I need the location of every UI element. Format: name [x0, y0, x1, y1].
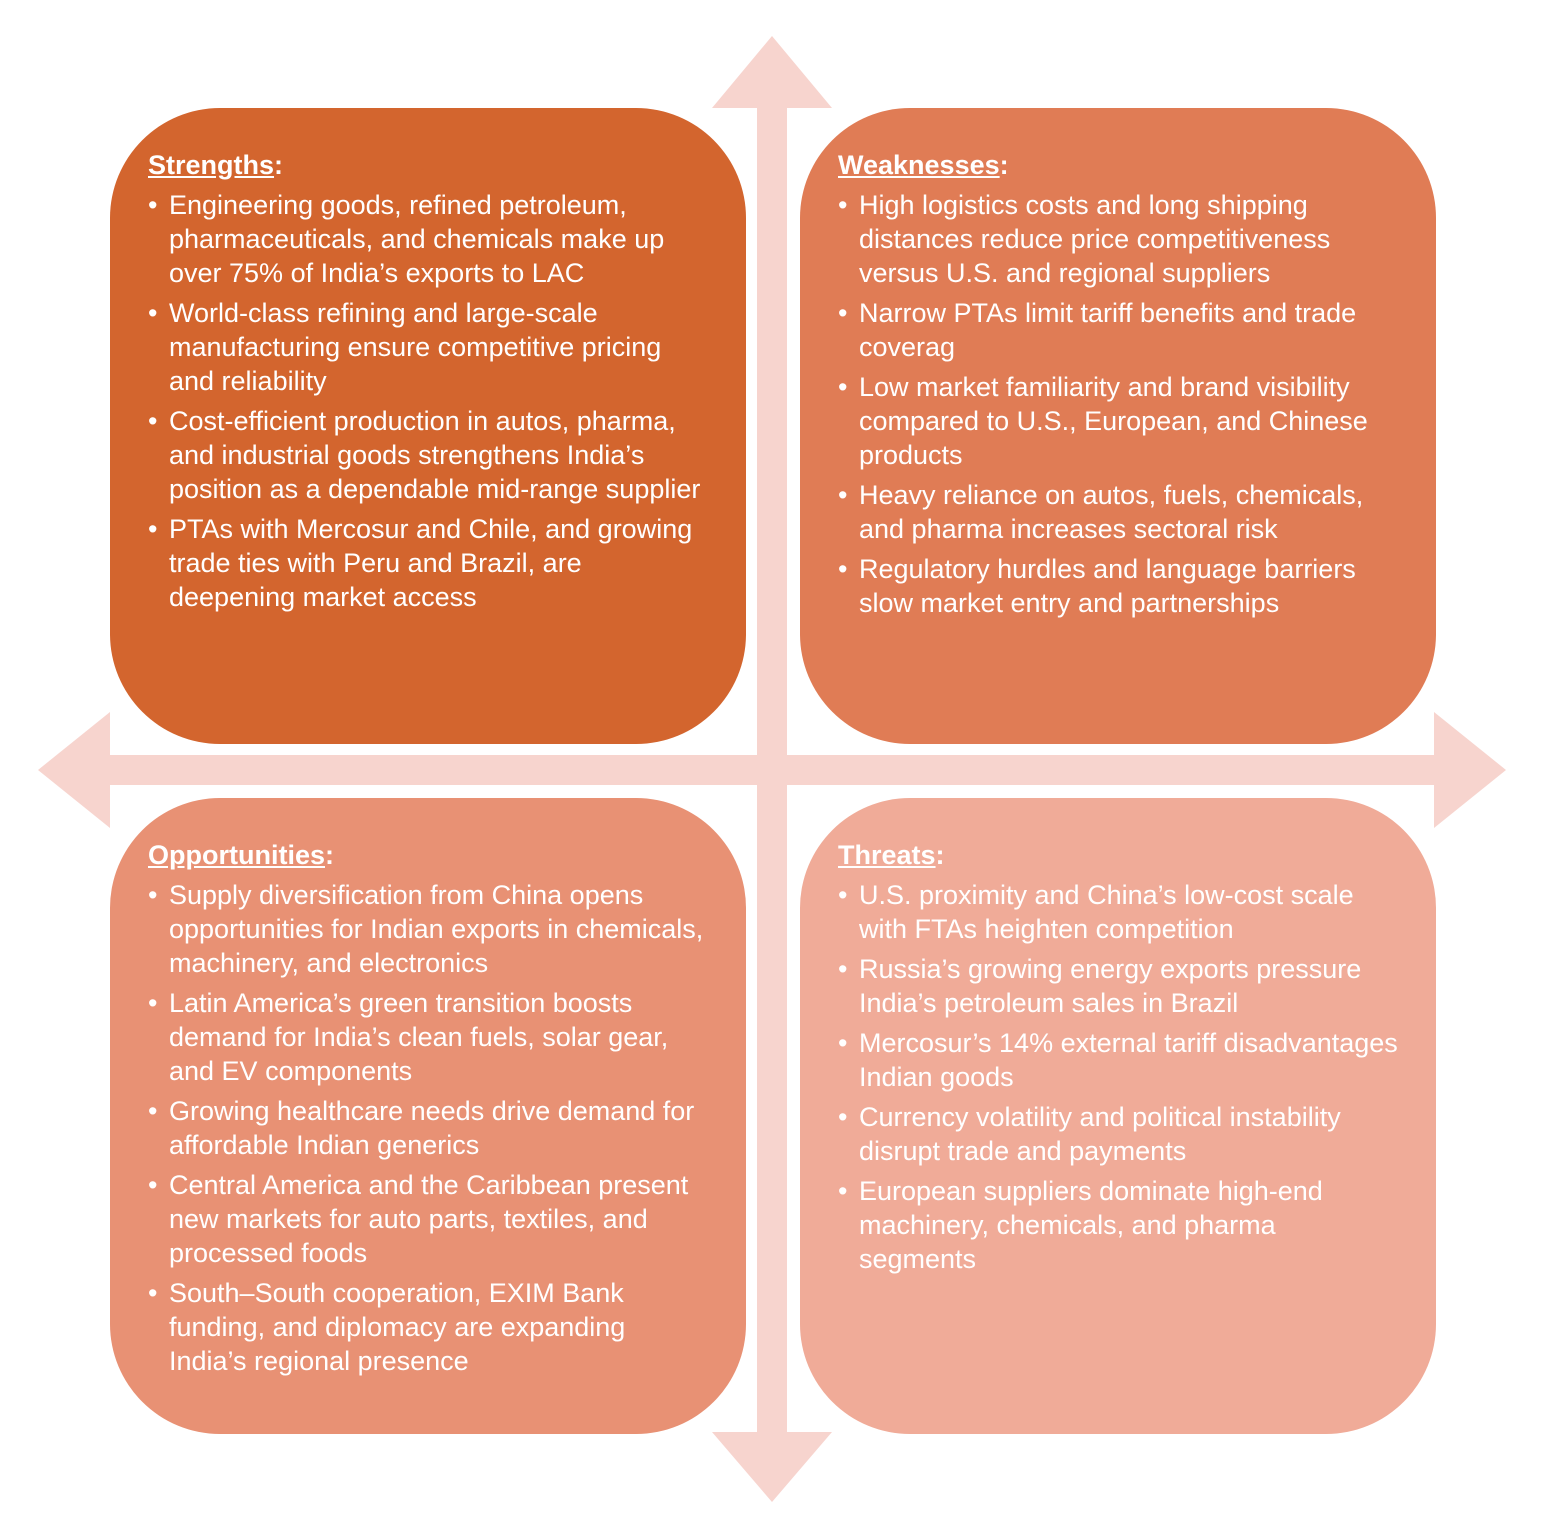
weaknesses-item: • Low market familiarity and brand visibility compared to U.S., European, and Chinese products: [838, 370, 1400, 472]
opportunities-quadrant: [110, 798, 746, 1434]
threats-heading: [838, 838, 1400, 872]
weaknesses-item: • Heavy reliance on autos, fuels, chemicals, and pharma increases sectoral risk: [838, 478, 1400, 546]
strengths-quadrant: [110, 108, 746, 744]
weaknesses-quadrant: [800, 108, 1436, 744]
threats-item: • U.S. proximity and China’s low-cost scale with FTAs heighten competition: [838, 878, 1400, 946]
threats-list: [838, 878, 1400, 1276]
threats-item: • Currency volatility and political instability disrupt trade and payments: [838, 1100, 1400, 1168]
strengths-heading-colon: :: [274, 150, 284, 180]
threats-quadrant: [800, 798, 1436, 1434]
strengths-item: • PTAs with Mercosur and Chile, and growing trade ties with Peru and Brazil, are deepening market access: [148, 512, 710, 614]
strengths-item: • Engineering goods, refined petroleum, pharmaceuticals, and chemicals make up over 75% of India’s exports to LAC: [148, 188, 710, 290]
weaknesses-heading-colon: :: [999, 150, 1009, 180]
arrow-head-left: [38, 712, 110, 828]
weaknesses-list: [838, 188, 1400, 620]
strengths-heading: [148, 148, 710, 182]
strengths-item: • World-class refining and large-scale manufacturing ensure competitive pricing and reliability: [148, 296, 710, 398]
arrow-head-up: [712, 36, 832, 108]
threats-heading-colon: :: [935, 840, 945, 870]
threats-item: • European suppliers dominate high-end machinery, chemicals, and pharma segments: [838, 1174, 1400, 1276]
weaknesses-heading-text: Weaknesses: [838, 150, 1000, 180]
opportunities-list: [148, 878, 710, 1378]
strengths-heading-text: Strengths: [148, 150, 275, 180]
opportunities-item: • Supply diversification from China opens opportunities for Indian exports in chemicals, machinery, and electronics: [148, 878, 710, 980]
strengths-list: [148, 188, 710, 614]
opportunities-item: • Central America and the Caribbean present new markets for auto parts, textiles, and processed foods: [148, 1168, 710, 1270]
threats-heading-text: Threats: [838, 840, 936, 870]
weaknesses-item: • Regulatory hurdles and language barriers slow market entry and partnerships: [838, 552, 1400, 620]
arrow-head-down: [712, 1432, 832, 1502]
threats-item: • Mercosur’s 14% external tariff disadvantages Indian goods: [838, 1026, 1400, 1094]
opportunities-item: • Growing healthcare needs drive demand for affordable Indian generics: [148, 1094, 710, 1162]
horizontal-arrow-shaft: [105, 755, 1445, 785]
opportunities-item: • South–South cooperation, EXIM Bank funding, and diplomacy are expanding India’s regional presence: [148, 1276, 710, 1378]
opportunities-heading-colon: :: [325, 840, 334, 870]
arrow-head-right: [1434, 712, 1506, 828]
opportunities-heading-text: Opportunities: [148, 840, 325, 870]
strengths-item: • Cost-efficient production in autos, pharma, and industrial goods strengthens India’s position as a dependable mid-range supplier: [148, 404, 710, 506]
weaknesses-heading: [838, 148, 1400, 182]
weaknesses-item: • Narrow PTAs limit tariff benefits and trade coverag: [838, 296, 1400, 364]
threats-item: • Russia’s growing energy exports pressure India’s petroleum sales in Brazil: [838, 952, 1400, 1020]
opportunities-item: • Latin America’s green transition boosts demand for India’s clean fuels, solar gear, and EV components: [148, 986, 710, 1088]
opportunities-heading: [148, 838, 710, 872]
weaknesses-item: • High logistics costs and long shipping distances reduce price competitiveness versus U.S. and regional suppliers: [838, 188, 1400, 290]
